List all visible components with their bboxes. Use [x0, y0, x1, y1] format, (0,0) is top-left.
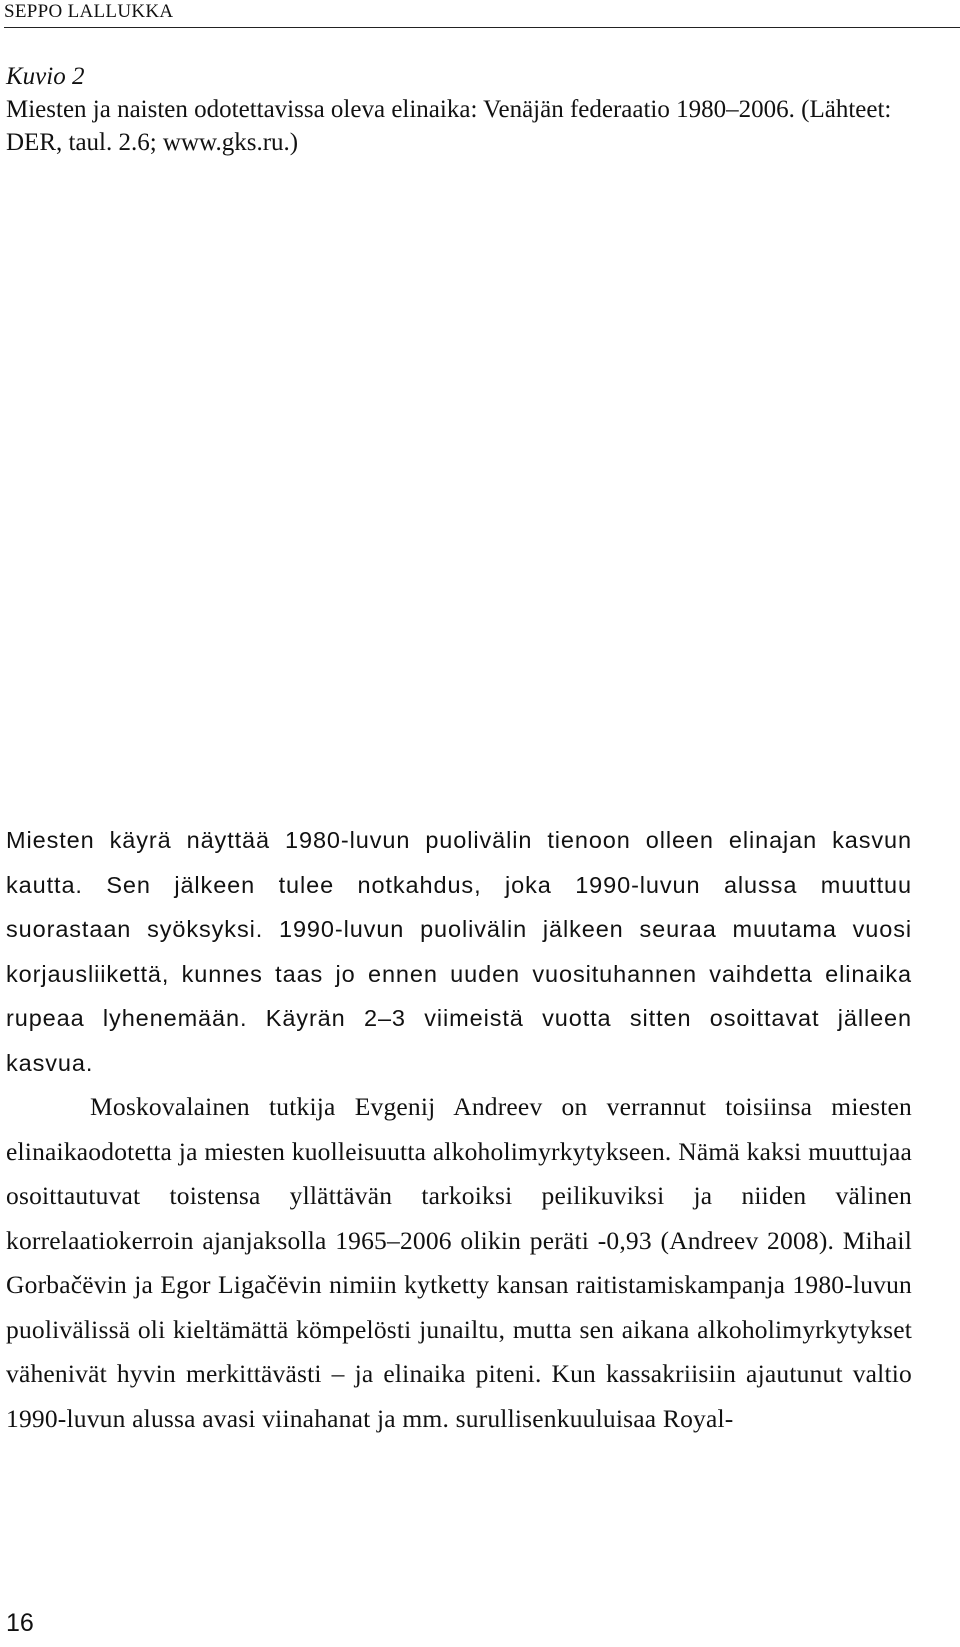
paragraph-2: Moskovalainen tutkija Evgenij Andreev on verrannut toisiinsa miesten elinaikaodotetta ja miesten kuolleisuutta alkoholimyrkytykseen. Nämä kaksi muuttujaa osoittautuvat toistensa yllättävän tarkoiksi peilikuviksi ja niiden välinen korrelaatiokerroin ajanjaksolla 1965–2006 olikin peräti -0,93 (Andreev 2008). Mihail Gorbačëvin ja Egor Ligačëvin nimiin kytketty kansan raitistamiskampanja 1980-luvun puolivälissä oli kieltämättä kömpelösti junailtu, mutta sen aikana alkoholimyrkytykset vähenivät hyvin merkittävästi – ja elinaika piteni. Kun kassakriisiin ajautunut valtio 1990-luvun alussa avasi viinahanat ja mm. surullisenkuuluisaa Royal-: [6, 1092, 912, 1433]
figure-title: Miesten ja naisten odotettavissa oleva elinaika: Venäjän federaatio 1980–2006. (Lähteet: DER, taul. 2.6; www.gks.ru.): [6, 96, 892, 156]
figure-label: Kuvio 2: [6, 63, 85, 90]
running-title: SEPPO LALLUKKA: [4, 1, 174, 22]
figure-placeholder: [6, 170, 926, 770]
running-header: [4, 0, 960, 28]
page-number: 16: [6, 1609, 34, 1637]
figure-caption: [6, 60, 926, 159]
paragraph-1: Miesten käyrä näyttää 1980-luvun puolivälin tienoon olleen elinajan kasvun kautta. Sen jälkeen tulee notkahdus, joka 1990-luvun alussa muuttuu suorastaan syöksyksi. 1990-luvun puolivälin jälkeen seuraa muutama vuosi korjausliikettä, kunnes taas jo ennen uuden vuosituhannen vaihdetta elinaika rupeaa lyhenemään. Käyrän 2–3 viimeistä vuotta sitten osoittavat jälleen kasvua.: [6, 827, 912, 1076]
body-text: [6, 818, 912, 1441]
